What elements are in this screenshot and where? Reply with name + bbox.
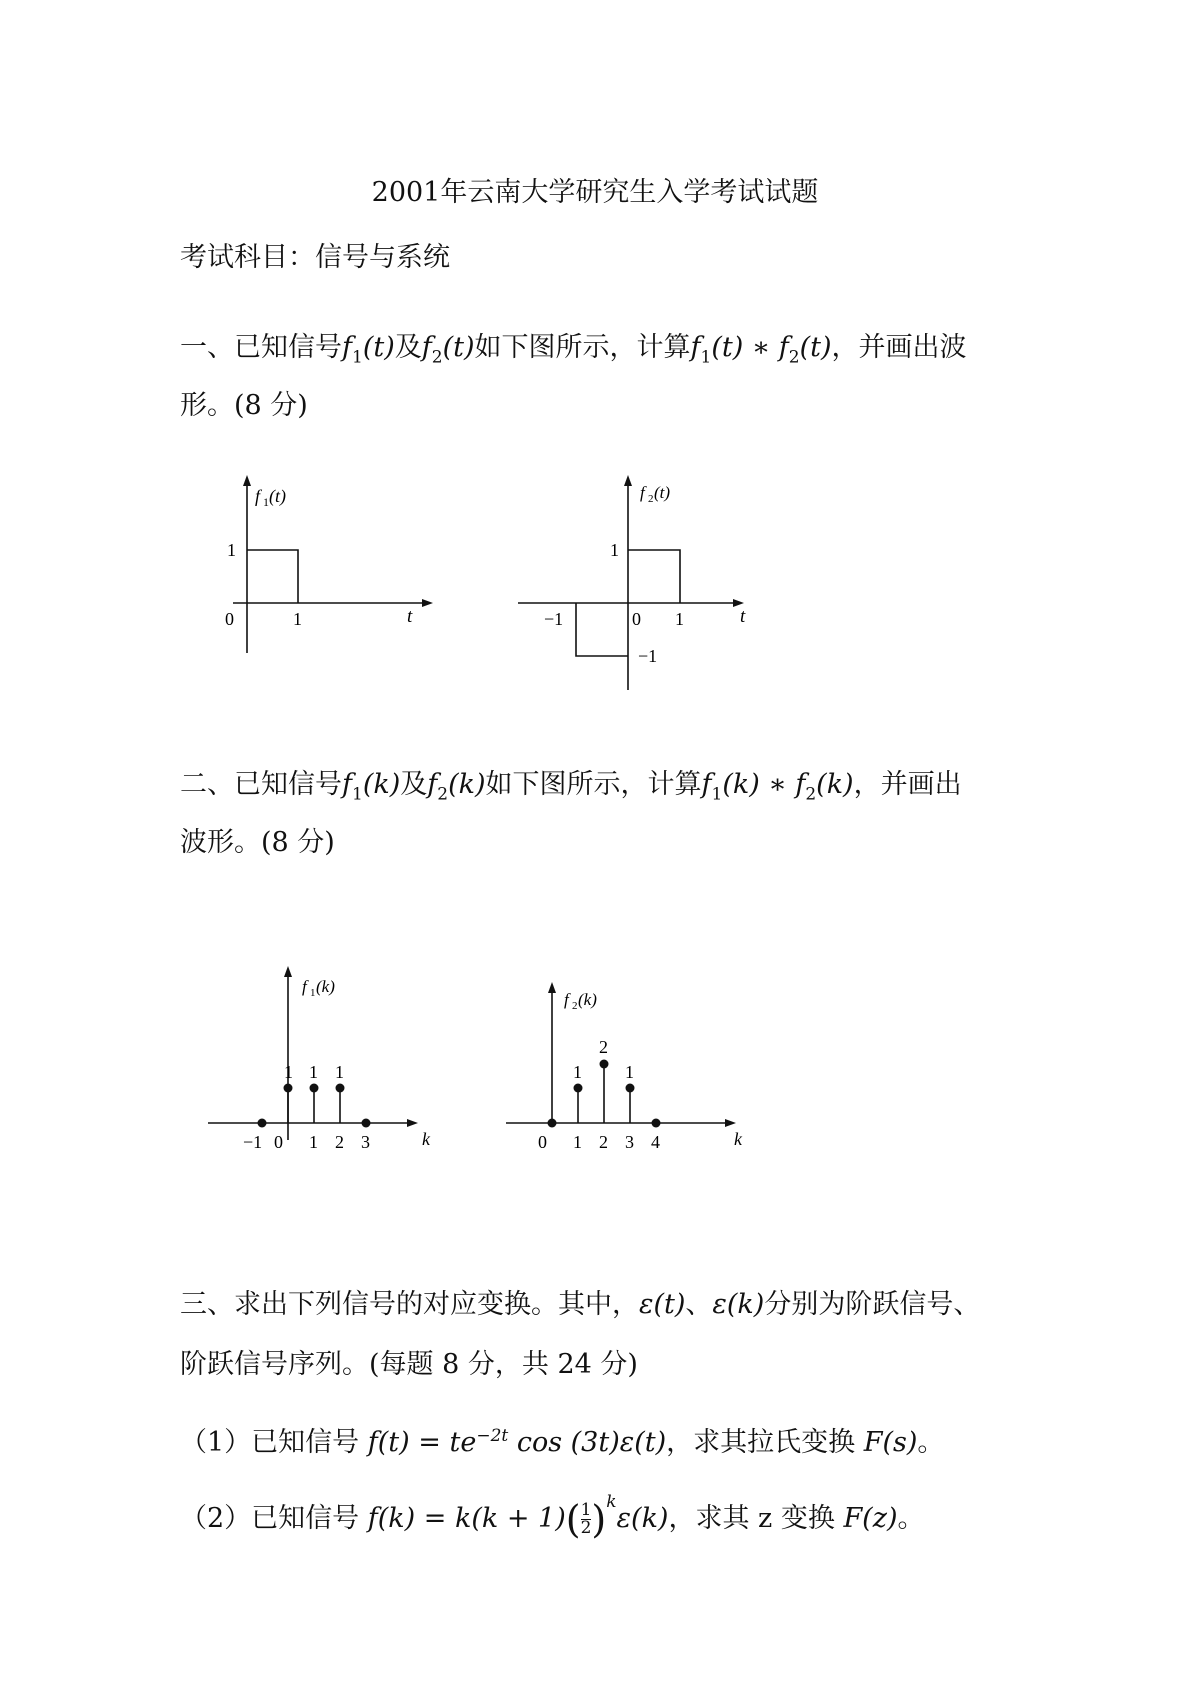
q1-conv-arg2: (t) bbox=[799, 332, 832, 363]
q3-p2-F: F(z) bbox=[843, 1503, 898, 1534]
q1-conv-sub1: 1 bbox=[700, 347, 712, 368]
question-3-part-1 bbox=[180, 1420, 944, 1459]
fig3-tick-1: 1 bbox=[309, 1132, 318, 1152]
fig4-axis-k: k bbox=[734, 1129, 742, 1149]
fig2-label-sub: 2 bbox=[648, 493, 654, 505]
q1-conv-sub2: 2 bbox=[788, 347, 800, 368]
q2-conv-f1: f bbox=[701, 769, 712, 800]
q2-f2: f bbox=[427, 769, 438, 800]
fig3-sample-1 bbox=[310, 1084, 319, 1093]
fig2-y-tick-neg: −1 bbox=[638, 646, 658, 666]
figure-f1-t bbox=[225, 470, 465, 690]
fig2-x-neg: −1 bbox=[544, 609, 564, 629]
fig1-x-tick: 1 bbox=[293, 609, 302, 629]
q2-star: ∗ bbox=[759, 769, 796, 800]
fig2-y-tick-pos: 1 bbox=[610, 540, 619, 560]
fig3-sample-3 bbox=[362, 1119, 371, 1128]
fig4-tick-1: 1 bbox=[573, 1132, 582, 1152]
q2-suffix: ，并画出 bbox=[853, 769, 962, 800]
fig1-x-origin: 0 bbox=[225, 609, 234, 629]
fig3-value-2: 1 bbox=[335, 1062, 344, 1082]
q3-p2-exp: k bbox=[606, 1492, 617, 1512]
q3-p1-F: F(s) bbox=[863, 1427, 918, 1458]
q3-p2-tail: ，求其 z 变换 bbox=[668, 1503, 844, 1534]
q3-p1-te: te bbox=[449, 1427, 477, 1458]
q3-p2-end: 。 bbox=[897, 1503, 925, 1534]
question-2-line-2: 波形。(8 分) bbox=[180, 827, 335, 858]
fig4-value-3: 1 bbox=[625, 1062, 634, 1082]
fig4-label-arg: (k) bbox=[578, 990, 597, 1009]
fig1-label-sub: 1 bbox=[263, 495, 269, 509]
fig3-sample-0 bbox=[284, 1084, 293, 1093]
fig3-sample-neg1 bbox=[258, 1119, 267, 1128]
fig4-sample-3 bbox=[626, 1084, 635, 1093]
question-3-part-2 bbox=[180, 1492, 924, 1542]
figure-f1-k bbox=[200, 960, 450, 1185]
question-3-line-2: 阶跃信号序列。(每题 8 分，共 24 分) bbox=[180, 1349, 638, 1380]
q1-mid: 如下图所示，计算 bbox=[474, 332, 691, 363]
fig4-tick-0: 0 bbox=[538, 1132, 547, 1152]
q1-suffix: ，并画出波 bbox=[831, 332, 967, 363]
fig2-x-tick: 1 bbox=[675, 609, 684, 629]
q2-and: 及 bbox=[400, 769, 428, 800]
fig3-sample-2 bbox=[336, 1084, 345, 1093]
fig3-tick-neg1: −1 bbox=[243, 1132, 263, 1152]
fig4-sample-1 bbox=[574, 1084, 583, 1093]
fig3-axis-k: k bbox=[422, 1129, 430, 1149]
q1-sub1: 1 bbox=[352, 347, 363, 368]
q3-intro-end: 分别为阶跃信号、 bbox=[764, 1289, 981, 1320]
fig3-tick-2: 2 bbox=[335, 1132, 344, 1152]
q3-p1-lhs: f(t) bbox=[367, 1427, 410, 1458]
q2-f1: f bbox=[342, 769, 352, 800]
q3-p2-lparen: ( bbox=[565, 1497, 581, 1542]
fig4-label-sub: 2 bbox=[572, 1000, 578, 1012]
q3-p2-lhs: f(k) bbox=[367, 1503, 416, 1534]
fig3-tick-3: 3 bbox=[361, 1132, 370, 1152]
fig4-value-2: 2 bbox=[599, 1037, 608, 1057]
q3-p2-fraction bbox=[581, 1502, 592, 1537]
q1-arg1: (t) bbox=[362, 332, 395, 363]
q1-star: ∗ bbox=[743, 332, 779, 363]
fig1-label-f: f bbox=[255, 486, 261, 506]
q3-p1-label: （1）已知信号 bbox=[180, 1427, 368, 1458]
figure-f2-k bbox=[498, 960, 758, 1185]
q2-conv-sub1: 1 bbox=[711, 784, 723, 805]
fig4-tick-4: 4 bbox=[651, 1132, 660, 1152]
fig3-value-1: 1 bbox=[309, 1062, 318, 1082]
q2-sub1: 1 bbox=[352, 784, 363, 805]
q3-p1-rest: cos (3t)ε(t) bbox=[508, 1427, 667, 1458]
fig4-sample-4 bbox=[652, 1119, 661, 1128]
fig4-tick-2: 2 bbox=[599, 1132, 608, 1152]
fig2-label-f: f bbox=[640, 483, 645, 502]
q1-conv-arg1: (t) bbox=[711, 332, 744, 363]
fig1-axis-t: t bbox=[407, 606, 413, 627]
q3-p1-end: 。 bbox=[917, 1427, 945, 1458]
q2-conv-arg1: (k) bbox=[722, 769, 760, 800]
q1-prefix: 一、已知信号 bbox=[180, 332, 342, 363]
q3-p2-label: （2）已知信号 bbox=[180, 1503, 368, 1534]
q3-p2-mid: k(k + 1) bbox=[454, 1503, 566, 1534]
fig2-axis-t: t bbox=[740, 606, 746, 627]
figure-f2-t bbox=[510, 470, 770, 705]
question-2-line-1 bbox=[180, 762, 962, 804]
fig4-tick-3: 3 bbox=[625, 1132, 634, 1152]
fig4-value-1: 1 bbox=[573, 1062, 582, 1082]
q1-and: 及 bbox=[394, 332, 422, 363]
q3-p2-rparen: ) bbox=[591, 1497, 607, 1542]
q2-mid: 如下图所示，计算 bbox=[485, 769, 702, 800]
fig4-sample-2 bbox=[600, 1060, 609, 1069]
fig4-label-f: f bbox=[564, 990, 569, 1009]
exam-subject: 考试科目：信号与系统 bbox=[180, 242, 450, 273]
fig3-label-f: f bbox=[302, 977, 307, 996]
question-1-line-2: 形。(8 分) bbox=[180, 390, 308, 421]
exam-title: 2001年云南大学研究生入学考试试题 bbox=[371, 177, 819, 208]
fig2-x-origin: 0 bbox=[632, 609, 641, 629]
question-1-line-1 bbox=[180, 325, 967, 367]
q2-arg2: (k) bbox=[448, 769, 486, 800]
fig3-label-arg: (k) bbox=[316, 977, 335, 996]
q2-conv-arg2: (k) bbox=[816, 769, 854, 800]
q3-intro: 三、求出下列信号的对应变换。其中， bbox=[180, 1289, 639, 1320]
q2-prefix: 二、已知信号 bbox=[180, 769, 342, 800]
q2-sub2: 2 bbox=[437, 784, 449, 805]
question-3-line-1 bbox=[180, 1282, 980, 1321]
q2-conv-f2: f bbox=[795, 769, 806, 800]
q1-arg2: (t) bbox=[442, 332, 475, 363]
fig3-value-0: 1 bbox=[284, 1062, 293, 1082]
q3-p2-den: 2 bbox=[580, 1518, 592, 1538]
q2-conv-sub2: 2 bbox=[805, 784, 817, 805]
fig1-label-arg: (t) bbox=[269, 486, 286, 506]
fig2-label-arg: (t) bbox=[654, 483, 671, 502]
q1-conv-f2: f bbox=[778, 332, 789, 363]
q3-p2-eq: = bbox=[415, 1503, 455, 1534]
q3-p2-num: 1 bbox=[580, 1500, 592, 1520]
q3-p1-exp: −2t bbox=[476, 1426, 509, 1446]
q3-eps-k: ε(k) bbox=[712, 1289, 765, 1320]
fig3-tick-0: 0 bbox=[274, 1132, 283, 1152]
fig3-label-sub: 1 bbox=[310, 987, 316, 999]
fig1-y-tick: 1 bbox=[227, 540, 236, 560]
q3-sep: 、 bbox=[685, 1289, 713, 1320]
q1-sub2: 2 bbox=[431, 347, 443, 368]
q3-p1-eq: = bbox=[409, 1427, 450, 1458]
q3-p1-tail: ，求其拉氏变换 bbox=[666, 1427, 864, 1458]
fig4-sample-0 bbox=[548, 1119, 557, 1128]
q3-p2-rest: ε(k) bbox=[616, 1503, 669, 1534]
q3-eps-t: ε(t) bbox=[639, 1289, 686, 1320]
q2-arg1: (k) bbox=[362, 769, 401, 800]
q1-f1: f bbox=[342, 332, 352, 363]
q1-conv-f1: f bbox=[690, 332, 701, 363]
q1-f2: f bbox=[421, 332, 432, 363]
